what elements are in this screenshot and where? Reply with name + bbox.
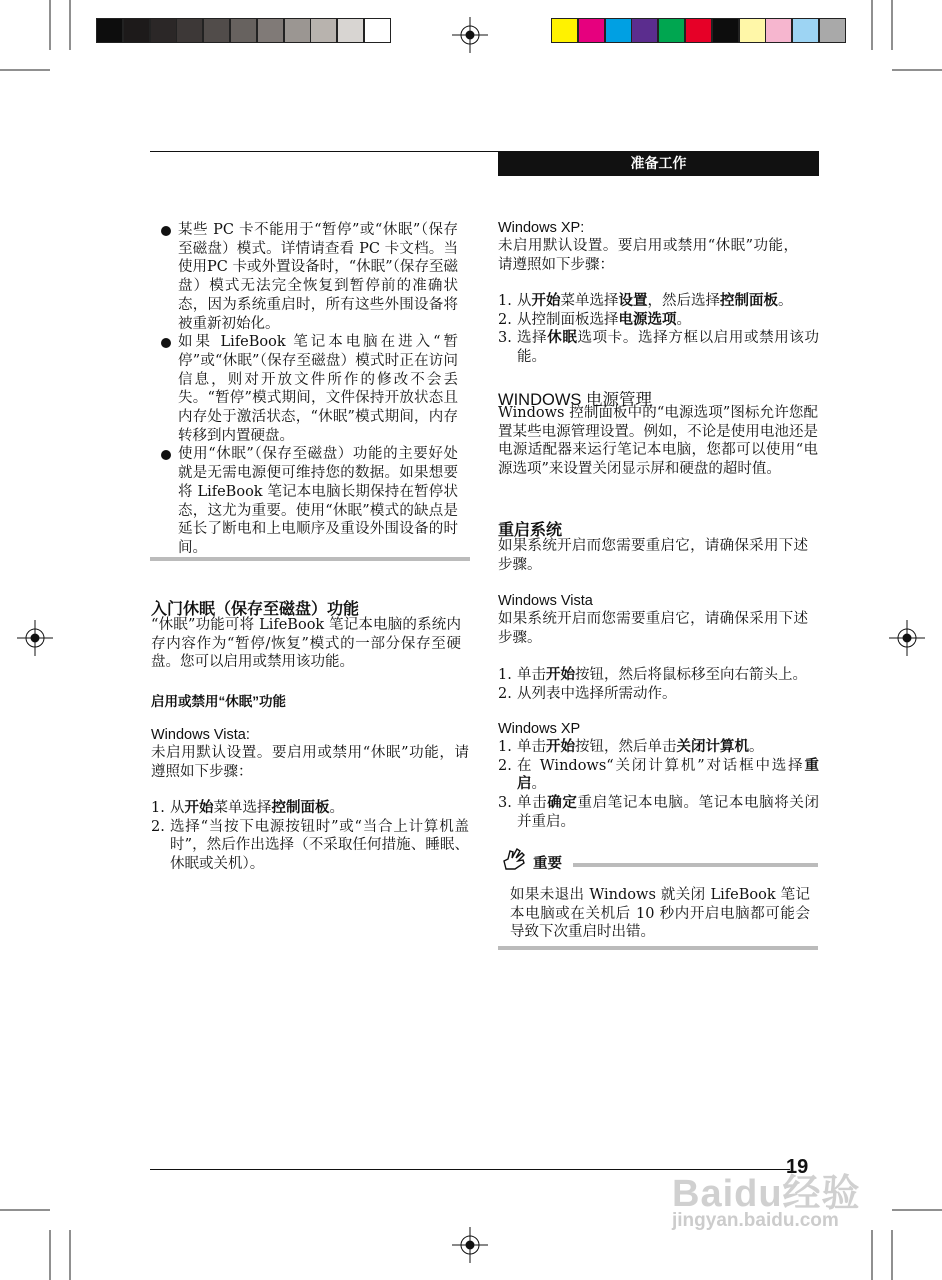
step-text: ，然后选择	[647, 293, 720, 309]
step-text: 单击	[517, 667, 546, 683]
gray-swatch	[257, 18, 284, 43]
step-number: 3.	[498, 330, 512, 347]
steps-list	[498, 666, 819, 703]
ui-term: 开始	[184, 800, 214, 816]
ui-term: 开始	[546, 667, 575, 683]
step-text: 重启笔记本电脑。笔记本电脑将关闭并重启。	[517, 795, 820, 830]
section-heading: 入门休眠（保存至磁盘）功能	[151, 601, 360, 618]
step-text: 。	[749, 739, 764, 755]
paragraph: “休眠”功能可将 LifeBook 笔记本电脑的系统内存内容作为“暂停/恢复”模式的一部分保存至硬盘。您可以启用或禁用该功能。	[151, 617, 461, 671]
ui-term: 控制面板	[720, 293, 778, 309]
header-rule	[150, 151, 498, 152]
step-item	[151, 799, 469, 818]
steps-list	[151, 799, 469, 874]
ui-term: 电源选项	[618, 311, 677, 328]
step-text: 从	[517, 293, 532, 309]
subheading: Windows Vista:	[151, 727, 250, 743]
ui-term: 重启	[517, 757, 819, 793]
ui-term: 确定	[547, 795, 578, 812]
gray-swatch	[150, 18, 177, 43]
subheading: Windows Vista	[498, 593, 593, 609]
watermark-url: jingyan.baidu.com	[672, 1210, 839, 1231]
gray-swatch	[123, 18, 150, 43]
step-text: 选择“当按下电源按钮时”或“当合上计算机盖时”，然后作出选择（不采取任何措施、睡眠、休眠或关机）。	[170, 818, 469, 873]
gray-swatch	[230, 18, 257, 43]
paragraph: 未启用默认设置。要启用或禁用“休眠”功能，请遵照如下步骤：	[498, 238, 798, 273]
color-swatch	[658, 18, 685, 43]
gray-swatch	[337, 18, 364, 43]
paragraph: Windows 控制面板中的“电源选项”图标允许您配置某些电源管理设置。例如，不论是使用电池还是电源适配器来运行笔记本电脑，您都可以使用“电源选项”来设置关闭显示屏和硬盘的超时值。	[498, 405, 818, 478]
step-text: 按钮，然后单击	[575, 739, 677, 755]
step-text: 。	[531, 776, 546, 793]
section-heading: 重启系统	[498, 522, 563, 539]
pointing-hand-icon	[502, 847, 528, 873]
color-swatch	[685, 18, 712, 43]
step-item	[498, 292, 819, 311]
steps-list	[498, 738, 819, 832]
important-note: 如果未退出 Windows 就关闭 LifeBook 笔记本电脑或在关机后 10 秒内开启电脑都可能会导致下次重启时出错。	[510, 887, 810, 941]
step-text: 单击	[517, 795, 548, 812]
step-text: 从控制面板选择	[517, 311, 619, 328]
ui-term: 开始	[531, 293, 561, 309]
ui-term: 设置	[618, 293, 648, 309]
section-heading: WINDOWS 电源管理	[498, 391, 652, 409]
steps-list	[498, 292, 819, 367]
step-text: 从	[170, 800, 185, 816]
step-number: 2.	[498, 685, 512, 702]
step-number: 1.	[498, 739, 512, 755]
step-text: 。	[778, 293, 793, 309]
watermark-logo: Baidu经验	[672, 1173, 861, 1215]
paragraph: 如果系统开启而您需要重启它，请确保采用下述步骤。	[498, 611, 808, 646]
step-text: 菜单选择	[560, 293, 619, 309]
color-swatch	[712, 18, 739, 43]
color-swatch	[739, 18, 766, 43]
step-text: 单击	[517, 739, 546, 755]
color-swatch	[551, 18, 578, 43]
step-number: 3.	[498, 795, 512, 812]
ui-term: 关闭计算机	[676, 739, 749, 755]
step-text: 按钮，然后将鼠标移至向右箭头上。	[575, 667, 807, 683]
gray-swatch	[310, 18, 337, 43]
step-number: 2.	[151, 818, 165, 835]
step-text: 。	[676, 311, 691, 328]
list-item: 使用“休眠”（保存至磁盘）功能的主要好处就是无需电源便可维持您的数据。如果想要将 LifeBook 笔记本电脑长期保持在暂停状态，这尤为重要。使用“休眠”模式的缺点是延长了断电和上电顺序及重设外围设备的时间。	[161, 445, 458, 557]
step-item	[498, 685, 819, 704]
step-item	[498, 738, 819, 757]
step-item	[151, 818, 469, 874]
color-swatch	[765, 18, 792, 43]
gray-swatch	[364, 18, 391, 43]
page-number: 19	[786, 1156, 809, 1178]
step-text: 在 Windows“关闭计算机”对话框中选择	[517, 757, 805, 774]
subheading: 启用或禁用“休眠”功能	[151, 694, 286, 709]
list-item: 某些 PC 卡不能用于“暂停”或“休眠”（保存至磁盘）模式。详情请查看 PC 卡文档。当使用PC 卡或外置设备时，“休眠”（保存至磁盘）模式无法完全恢复到暂停前的准确状态，因为系统重启时，所有这些外围设备将被重新初始化。	[161, 221, 458, 333]
ui-term: 休眠	[547, 330, 578, 347]
color-swatch	[792, 18, 819, 43]
ui-term: 开始	[546, 739, 575, 755]
notes-bullet-list	[161, 221, 458, 558]
gray-swatch	[284, 18, 311, 43]
step-item	[498, 794, 819, 831]
bullet-icon	[161, 226, 171, 236]
color-swatch	[631, 18, 658, 43]
color-swatch	[819, 18, 846, 43]
divider	[150, 557, 470, 561]
step-text: 选择	[517, 330, 548, 347]
divider	[573, 863, 818, 867]
bullet-icon	[161, 450, 171, 460]
bullet-icon	[161, 338, 171, 348]
step-number: 1.	[498, 293, 512, 309]
paragraph: 未启用默认设置。要启用或禁用“休眠”功能，请遵照如下步骤：	[151, 745, 469, 780]
gray-swatch	[96, 18, 123, 43]
step-text: 从列表中选择所需动作。	[517, 685, 677, 702]
color-swatch	[605, 18, 632, 43]
gray-swatch	[176, 18, 203, 43]
step-text: 选项卡。选择方框以启用或禁用该功能。	[517, 330, 820, 366]
step-item	[498, 329, 819, 366]
step-number: 1.	[151, 800, 165, 816]
step-text: 。	[329, 800, 344, 816]
paragraph: 如果系统开启而您需要重启它，请确保采用下述步骤。	[498, 538, 808, 573]
subheading: Windows XP	[498, 721, 581, 737]
section-header: 准备工作	[498, 151, 819, 176]
step-number: 2.	[498, 757, 512, 774]
divider	[498, 946, 818, 950]
step-number: 1.	[498, 667, 512, 683]
subheading: Windows XP:	[498, 220, 585, 236]
step-item	[498, 311, 819, 330]
step-item	[498, 757, 819, 794]
step-item	[498, 666, 819, 685]
gray-swatch	[203, 18, 230, 43]
important-label: 重要	[533, 856, 562, 872]
ui-term: 控制面板	[271, 800, 330, 816]
list-item: 如果 LifeBook 笔记本电脑在进入“暂停”或“休眠”（保存至磁盘）模式时正在访问信息，则对开放文件所作的修改不会丢失。“暂停”模式期间，文件保持开放状态且内存处于激活状态，“休眠”模式期间，内存转移到内置硬盘。	[161, 333, 458, 445]
step-number: 2.	[498, 311, 512, 328]
step-text: 菜单选择	[213, 800, 272, 816]
color-swatch	[578, 18, 605, 43]
